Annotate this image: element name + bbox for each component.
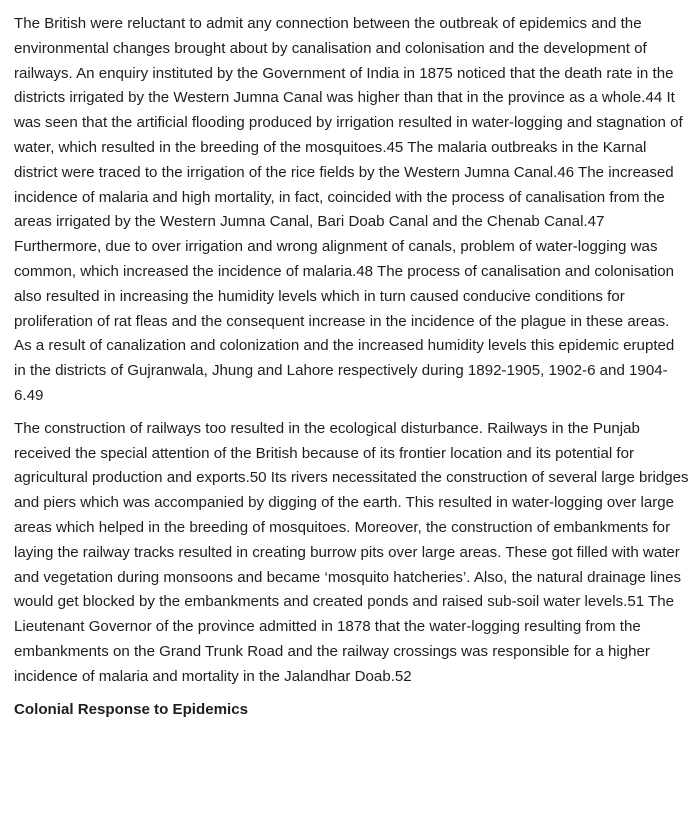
paragraph-canalisation: The British were reluctant to admit any connection between the outbreak of epidemics and the environmental changes brought about by canalisation and colonisation and the development of railways. An enquiry instituted by the Government of India in 1875 noticed that the death rate in the districts irrigated by the Western Jumna Canal was higher than that in the province as a whole.44 It was seen that the artificial flooding produced by irrigation resulted in water-logging and stagnation of water, which resulted in the breeding of the mosquitoes.45 The malaria outbreaks in the Karnal district were traced to the irrigation of the rice fields by the Western Jumna Canal.46 The increased incidence of malaria and high mortality, in fact, coincided with the process of canalisation from the areas irrigated by the Western Jumna Canal, Bari Doab Canal and the Chenab Canal.47 Furthermore, due to over irrigation and wrong alignment of canals, problem of water-logging was common, which increased the incidence of malaria.48 The process of canalisation and colonisation also resulted in increasing the humidity levels which in turn caused conducive conditions for proliferation of rat fleas and the consequent increase in the incidence of the plague in these areas. As a result of canalization and colonization and the increased humidity levels this epidemic erupted in the districts of Gujranwala, Jhung and Lahore respectively during 1892-1905, 1902-6 and 1904-6.49 [14,15,683,404]
document-page [14,12,690,722]
paragraph-railways: The construction of railways too resulted in the ecological disturbance. Railways in the Punjab received the special attention of the British because of its frontier location and its potential for agricultural production and exports.50 Its rivers necessitated the construction of several large bridges and piers which was accompanied by digging of the earth. This resulted in water-logging over large areas which helped in the breeding of mosquitoes. Moreover, the construction of embankments for laying the railway tracks resulted in creating burrow pits over large areas. These got filled with water and vegetation during monsoons and became ‘mosquito hatcheries’. Also, the natural drainage lines would get blocked by the embankments and created ponds and raised sub-soil water levels.51 The Lieutenant Governor of the province admitted in 1878 that the water-logging resulting from the embankments on the Grand Trunk Road and the railway crossings was responsible for a higher incidence of malaria and mortality in the Jalandhar Doab.52 [14,419,689,685]
section-heading: Colonial Response to Epidemics [14,700,248,718]
